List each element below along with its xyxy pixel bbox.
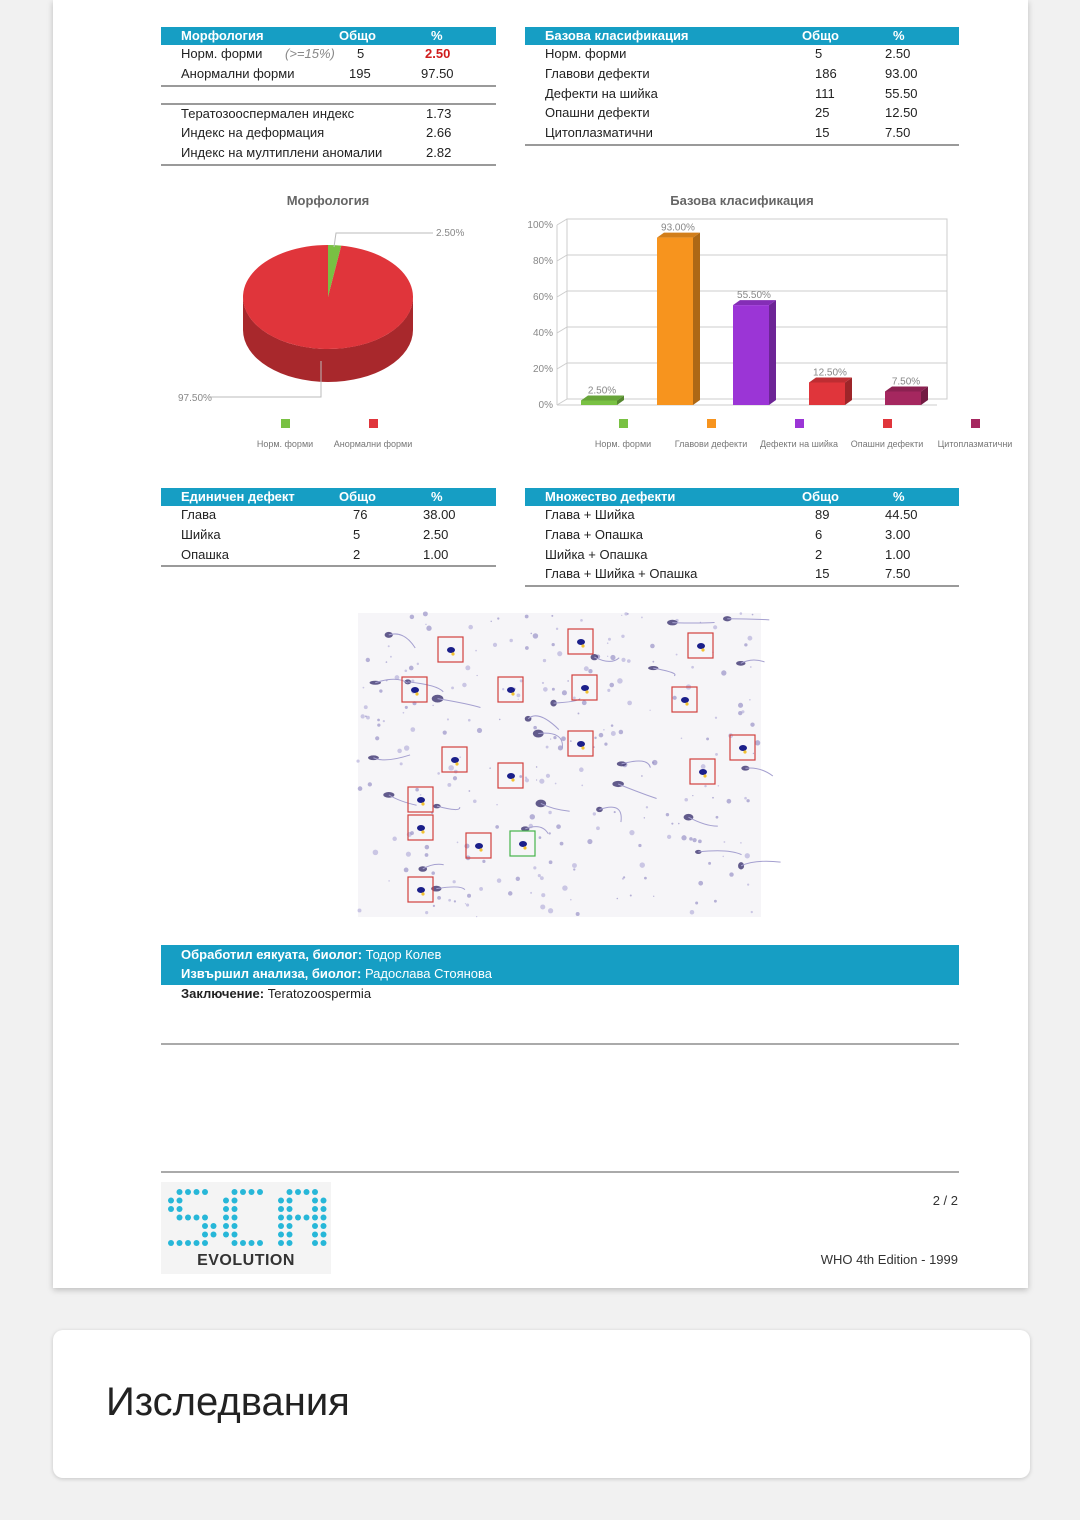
row-hint: (>=15%) <box>285 46 335 61</box>
table-row <box>525 546 959 566</box>
morphology-table-header <box>161 27 496 45</box>
header-col-name: Морфология <box>181 28 264 43</box>
grid-line <box>557 291 567 297</box>
table-row <box>525 85 959 105</box>
table-row <box>525 526 959 546</box>
row-total: 195 <box>349 65 371 81</box>
sca-logo-dots <box>161 1182 331 1252</box>
row-label: Шийка <box>181 526 221 542</box>
bar-chart-title: Базова класификация <box>670 193 814 208</box>
divider <box>525 144 959 146</box>
pie-slice <box>243 245 413 349</box>
processed-label: Обработил еякуата, биолог: <box>181 947 363 962</box>
single-table-header <box>161 488 496 506</box>
grid-line <box>557 327 567 333</box>
divider <box>525 585 959 587</box>
table-row <box>161 65 496 85</box>
conclusion-value: Teratozoospermia <box>267 986 372 1001</box>
base-classification-table <box>525 27 959 146</box>
row-total: 89 <box>815 507 830 522</box>
y-tick-label: 80% <box>532 256 553 267</box>
row-total: 15 <box>815 566 830 582</box>
bar-data-label: 55.50% <box>737 290 771 302</box>
grid-line <box>557 255 567 261</box>
legend-label: Дефекти на шийка <box>759 439 839 449</box>
row-label: Глава + Опашка <box>545 526 643 542</box>
legend-label: Главови дефекти <box>674 439 748 449</box>
row-pct: 55.50 <box>885 85 918 101</box>
header-col-name: Базова класификация <box>545 28 689 43</box>
grid-line <box>557 363 567 369</box>
conclusion <box>181 986 371 1001</box>
analysed-label: Извършил анализа, биолог: <box>181 966 362 981</box>
table-row <box>525 104 959 124</box>
row-pct: 93.00 <box>885 65 918 81</box>
analysed-name: Радослава Стоянова <box>364 966 493 981</box>
row-total: 25 <box>815 105 830 121</box>
pie-data-label: 2.50% <box>436 228 465 239</box>
legend-label: Норм. форми <box>594 439 652 449</box>
header-col-pct: % <box>893 28 905 43</box>
conclusion-label: Заключение: <box>181 986 265 1001</box>
row-label: Норм. форми <box>181 46 263 61</box>
table-row <box>525 45 959 65</box>
legend-swatch <box>883 419 892 428</box>
index-value: 2.82 <box>426 145 452 161</box>
row-pct: 97.50 <box>421 65 454 81</box>
legend-label: Анормални форми <box>333 439 413 449</box>
grid-line <box>557 219 567 225</box>
table-row <box>525 124 959 144</box>
base-table-header <box>525 27 959 45</box>
header-col-name: Множество дефекти <box>545 489 676 504</box>
legend-swatch <box>971 419 980 428</box>
grid-line <box>557 399 567 405</box>
microscope-image <box>358 613 761 917</box>
logo-subtitle: EVOLUTION <box>197 1252 295 1269</box>
header-col-total: Общо <box>802 28 839 43</box>
table-row <box>525 65 959 85</box>
row-pct: 12.50 <box>885 105 918 121</box>
y-tick-label: 60% <box>532 292 553 303</box>
processed-name: Тодор Колев <box>365 947 442 962</box>
row-total: 186 <box>815 65 837 81</box>
morphology-table <box>161 27 496 166</box>
edition-note: WHO 4th Edition - 1999 <box>820 1252 958 1267</box>
report-page <box>53 0 1028 1288</box>
row-label: Анормални форми <box>181 65 295 81</box>
header-col-pct: % <box>893 489 905 504</box>
row-total: 2 <box>815 546 823 562</box>
row-total: 76 <box>353 507 368 522</box>
row-total: 2 <box>353 546 361 562</box>
row-label: Глава + Шийка + Опашка <box>545 566 698 582</box>
row-total: 5 <box>357 46 365 61</box>
card-title: Изследвания <box>106 1380 350 1424</box>
bar <box>733 305 769 405</box>
row-label: Дефекти на шийка <box>545 85 658 101</box>
row-label: Опашка <box>181 546 230 562</box>
table-row <box>525 565 959 585</box>
row-label: Норм. форми <box>545 46 627 61</box>
legend-label: Цитоплазматични <box>937 439 1013 449</box>
row-label: Цитоплазматични <box>545 125 653 141</box>
header-col-name: Единичен дефект <box>181 489 295 504</box>
bar-data-label: 93.00% <box>661 222 695 234</box>
index-label: Индекс на мултиплени аномалии <box>181 145 383 161</box>
analysed-line <box>181 966 492 981</box>
table-row <box>161 45 496 65</box>
bar <box>581 401 617 406</box>
morphology-pie-chart <box>161 210 501 460</box>
index-value: 1.73 <box>426 105 452 121</box>
legend-swatch <box>281 419 290 428</box>
bar-side <box>693 233 700 405</box>
divider <box>161 1043 959 1045</box>
base-classification-bar-chart <box>525 210 1013 460</box>
row-pct: 44.50 <box>885 507 918 522</box>
sca-evolution-logo <box>161 1182 331 1274</box>
bar-data-label: 7.50% <box>891 376 921 388</box>
staff-banner <box>161 945 959 985</box>
y-tick-label: 40% <box>532 328 553 339</box>
table-row <box>161 546 496 566</box>
table-row <box>161 124 496 144</box>
page-number: 2 / 2 <box>932 1193 958 1208</box>
bar <box>657 238 693 405</box>
row-pct: 1.00 <box>885 546 911 562</box>
index-label: Тератозооспермален индекс <box>181 105 355 121</box>
bar-side <box>769 300 776 405</box>
table-row <box>161 105 496 125</box>
row-total: 111 <box>815 85 835 101</box>
table-row <box>161 526 496 546</box>
pie-data-label: 97.50% <box>178 393 212 404</box>
bar <box>885 392 921 406</box>
header-col-pct: % <box>431 28 443 43</box>
row-pct: 2.50 <box>885 46 911 61</box>
row-pct: 1.00 <box>423 546 449 562</box>
legend-label: Опашни дефекти <box>850 439 924 449</box>
divider <box>161 565 496 567</box>
y-tick-label: 0% <box>538 400 553 411</box>
table-row <box>161 506 496 526</box>
row-pct: 7.50 <box>885 566 911 582</box>
legend-swatch <box>795 419 804 428</box>
leader-line <box>334 233 433 247</box>
pie-chart-title: Морфология <box>286 193 370 208</box>
multi-table-header <box>525 488 959 506</box>
header-col-total: Общо <box>339 489 376 504</box>
row-label: Опашни дефекти <box>545 105 650 121</box>
examinations-card[interactable] <box>53 1330 1030 1478</box>
index-label: Индекс на деформация <box>181 125 325 141</box>
multi-defect-table <box>525 488 959 587</box>
row-pct: 38.00 <box>423 507 456 522</box>
row-total: 5 <box>815 46 823 61</box>
header-col-total: Общо <box>802 489 839 504</box>
row-label: Главови дефекти <box>545 65 650 81</box>
legend-swatch <box>619 419 628 428</box>
processed-line <box>181 947 441 962</box>
legend-swatch <box>369 419 378 428</box>
header-col-pct: % <box>431 489 443 504</box>
row-label: Шийка + Опашка <box>545 546 648 562</box>
row-label: Глава <box>181 507 217 522</box>
table-row <box>161 144 496 164</box>
divider <box>161 164 496 166</box>
bar <box>809 383 845 406</box>
y-tick-label: 20% <box>532 364 553 375</box>
index-value: 2.66 <box>426 125 452 141</box>
y-tick-label: 100% <box>527 220 553 231</box>
row-pct: 2.50 <box>423 526 449 542</box>
table-row <box>525 506 959 526</box>
row-pct: 2.50 <box>425 46 451 61</box>
row-total: 6 <box>815 526 823 542</box>
legend-label: Норм. форми <box>256 439 314 449</box>
legend-swatch <box>707 419 716 428</box>
row-pct: 3.00 <box>885 526 911 542</box>
bar-data-label: 12.50% <box>813 367 847 379</box>
bar-data-label: 2.50% <box>587 385 617 397</box>
row-total: 15 <box>815 125 830 141</box>
row-total: 5 <box>353 526 361 542</box>
single-defect-table <box>161 488 496 567</box>
header-col-total: Общо <box>339 28 376 43</box>
divider <box>161 1171 959 1173</box>
row-label: Глава + Шийка <box>545 507 635 522</box>
row-pct: 7.50 <box>885 125 911 141</box>
